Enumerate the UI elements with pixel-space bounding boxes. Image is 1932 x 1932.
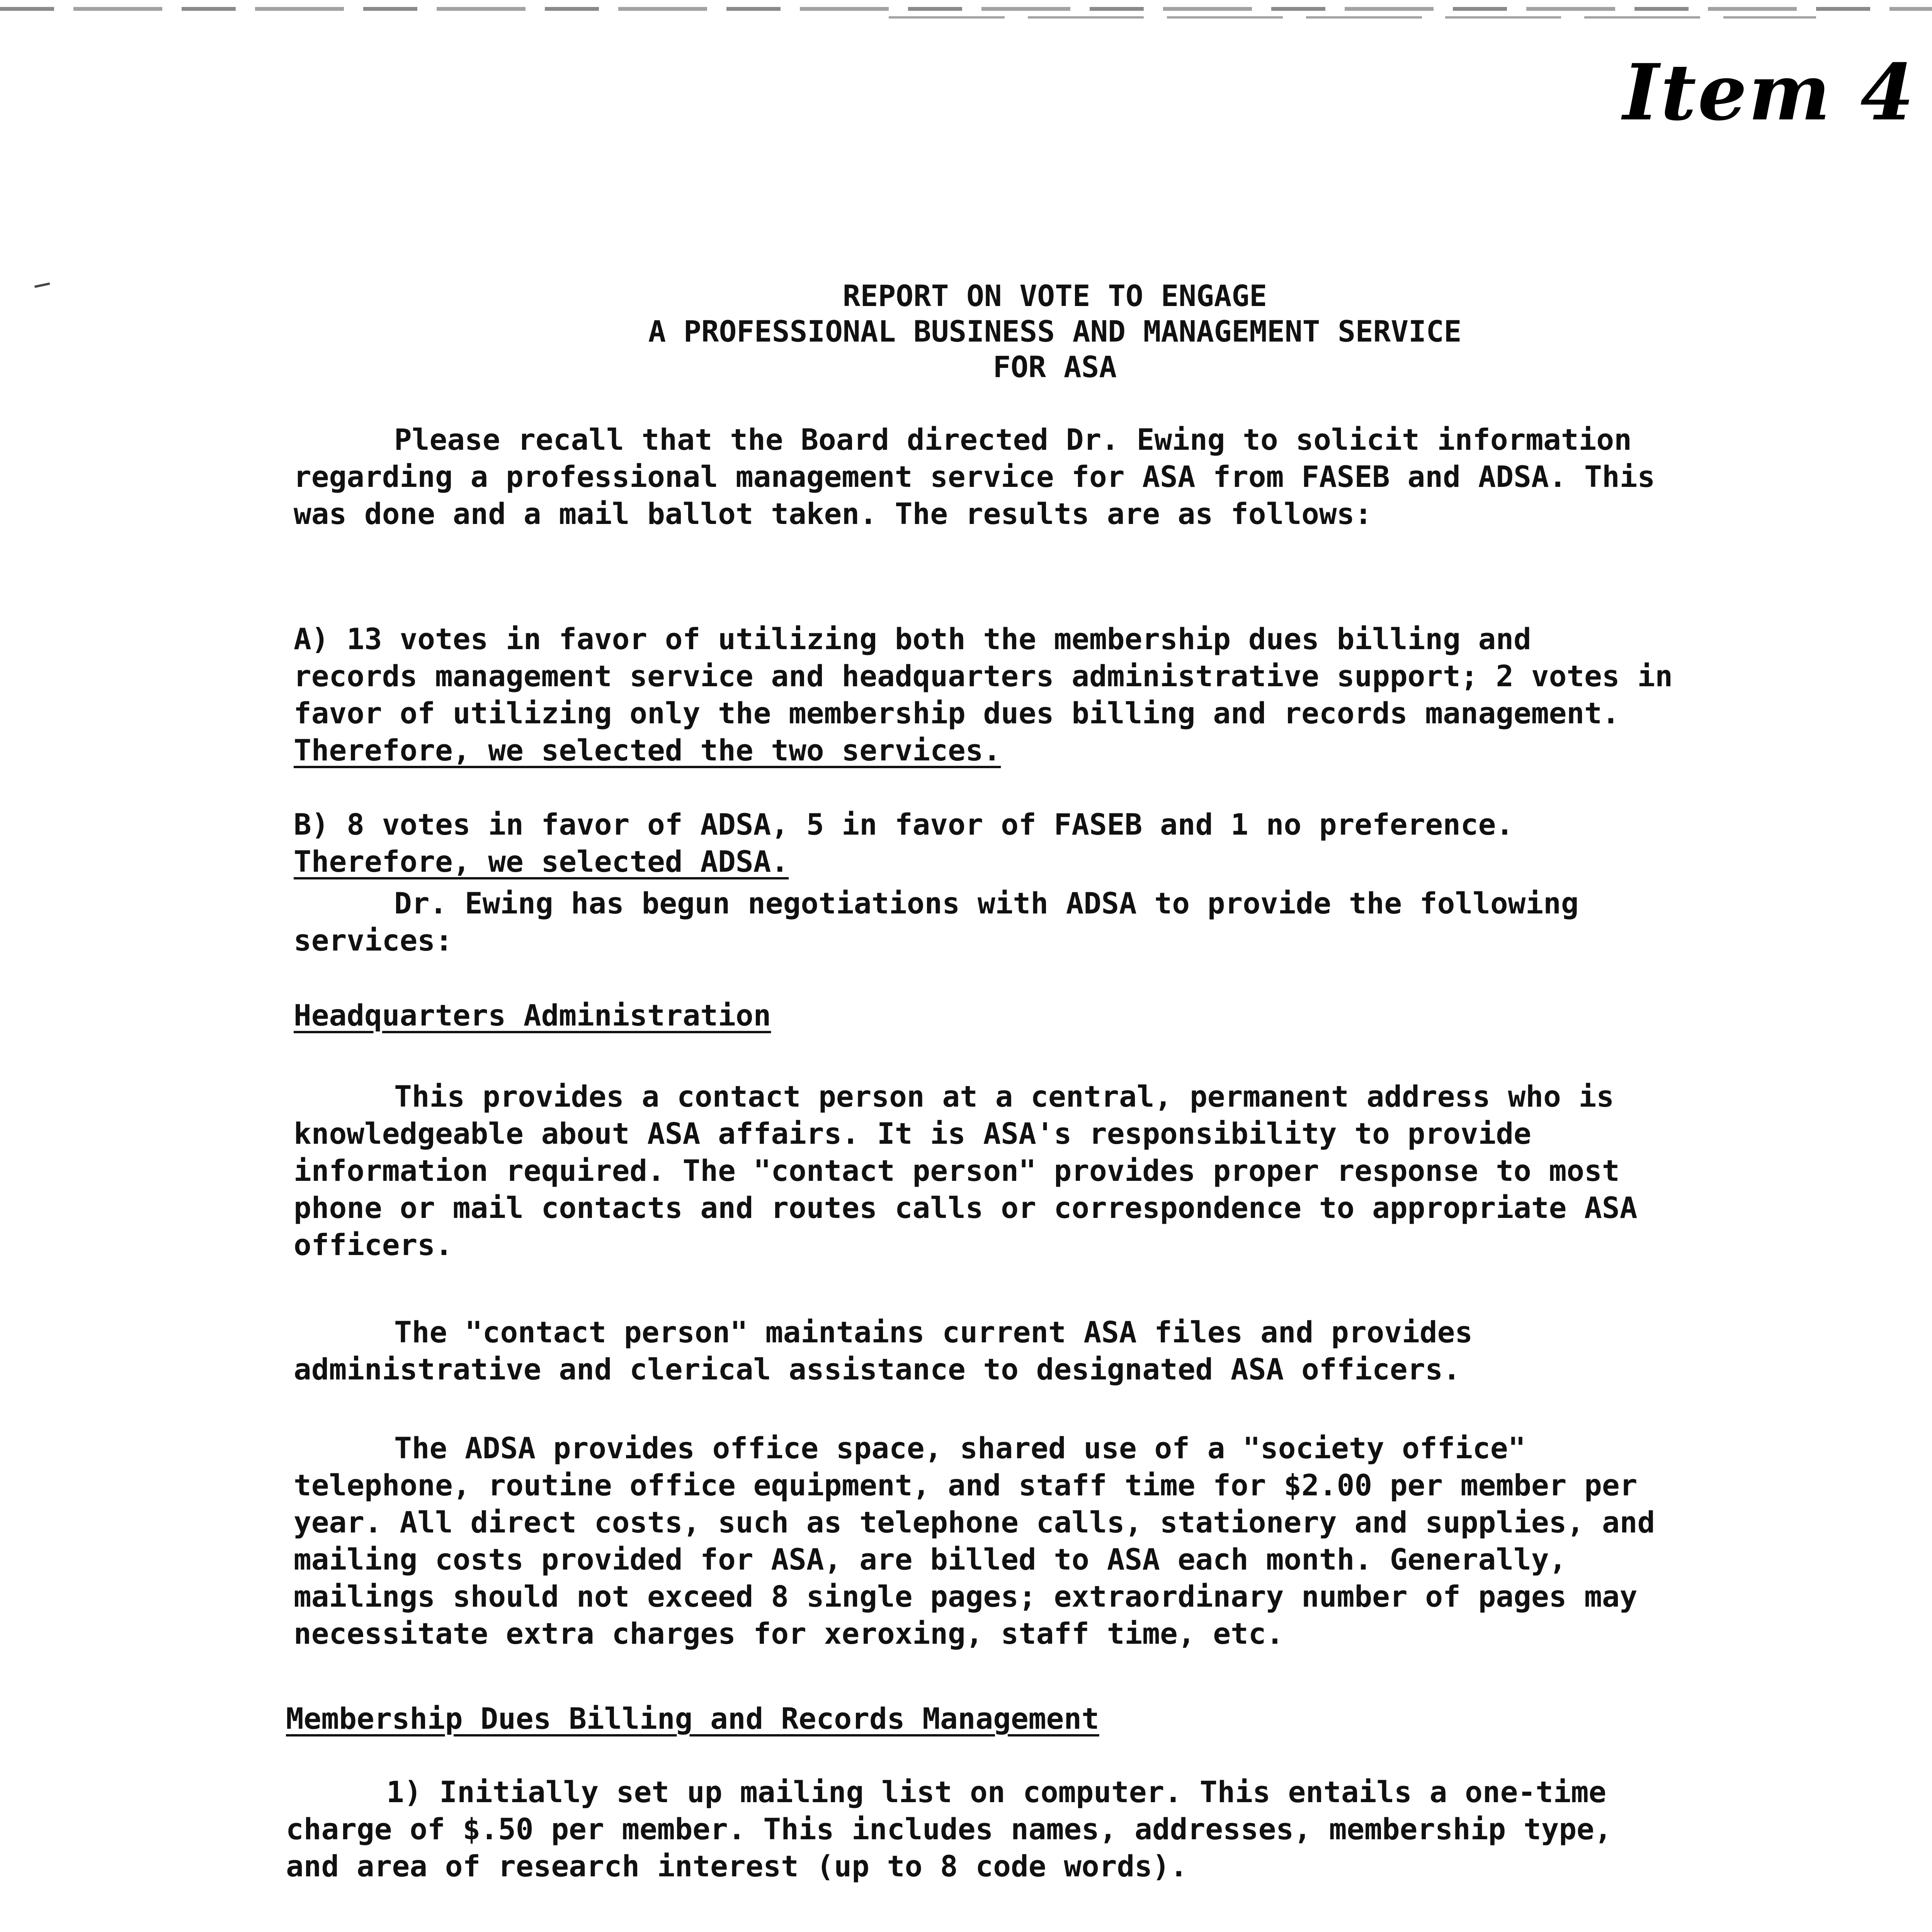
intro-paragraph: Please recall that the Board directed Dr. Ewing to solicit information regarding a professional management service for ASA from FASEB and ADSA. This was done and a mail ballot taken. The results are as follows: <box>294 422 1655 531</box>
result-b-conclusion: Therefore, we selected ADSA. <box>294 844 789 879</box>
hq-paragraph-1: This provides a contact person at a central, permanent address who is knowledgeable about ASA affairs. It is ASA's responsibility to provide information required. The "contact person" provides proper response to most phone or mail contacts and routes calls or correspondence to appropriate ASA officers. <box>294 1079 1638 1262</box>
result-b-conclusion-line <box>294 806 1801 880</box>
result-a-conclusion-line <box>294 695 1801 769</box>
hq-admin-heading: Headquarters Administration <box>294 998 771 1032</box>
result-a-text: A) 13 votes in favor of utilizing both the membership dues billing and records management service and headquarters administrative support; 2 votes in favor of utilizing only the membership dues billing and records management. <box>294 622 1673 730</box>
hq-paragraph-3: The ADSA provides office space, shared use of a "society office" telephone, routine office equipment, and staff time for $2.00 per member per year. All direct costs, such as telephone calls, stationery and supplies, and mailing costs provided for ASA, are billed to ASA each month. Generally, mailings should not exceed 8 single pages; extraordinary number of pages may necessitate extra charges for xeroxing, staff time, etc. <box>294 1431 1655 1651</box>
scan-edge-artifact <box>0 7 1932 11</box>
report-title: REPORT ON VOTE TO ENGAGE A PROFESSIONAL BUSINESS AND MANAGEMENT SERVICE FOR ASA <box>648 279 1462 384</box>
negotiation-paragraph: Dr. Ewing has begun negotiations with ADSA to provide the following services: <box>294 886 1579 957</box>
membership-item-1: 1) Initially set up mailing list on computer. This entails a one-time charge of $.50 per member. This includes names, addresses, membership type, and area of research interest (up to 8 code words). <box>286 1775 1612 1883</box>
scan-edge-artifact-2 <box>889 16 1816 19</box>
hq-paragraph-2: The "contact person" maintains current ASA files and provides administrative and clerical assistance to designated ASA officers. <box>294 1315 1473 1386</box>
membership-heading: Membership Dues Billing and Records Management <box>286 1701 1099 1736</box>
handwritten-item-label: Item 4 <box>1623 47 1916 138</box>
result-b-text: B) 8 votes in favor of ADSA, 5 in favor of FASEB and 1 no preference. <box>294 807 1514 842</box>
result-a-conclusion: Therefore, we selected the two services. <box>294 733 1001 767</box>
